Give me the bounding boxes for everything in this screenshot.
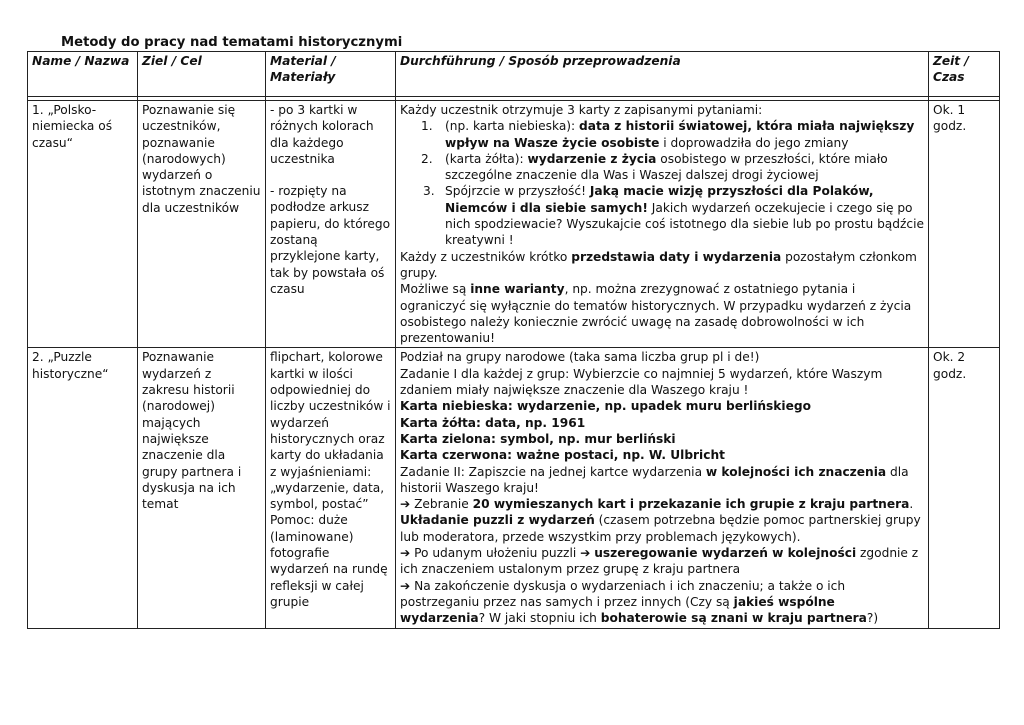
header-time: Zeit / Czas bbox=[929, 52, 1000, 97]
procedure-line: Zadanie I dla każdej z grup: Wybierzcie co najmniej 5 wydarzeń, które Waszym zdaniem miały największe znaczenie dla Waszego kraju ! bbox=[400, 366, 883, 398]
method-time: Ok. 2 godz. bbox=[929, 348, 1000, 628]
list-item bbox=[400, 183, 924, 248]
q2-bold: wydarzenie z życia bbox=[527, 151, 657, 166]
procedure-step bbox=[400, 512, 924, 545]
step2-bold: uszeregowanie wydarzeń w kolejności bbox=[594, 546, 857, 561]
step1b-bold: Układanie puzzli z wydarzeń bbox=[400, 513, 595, 528]
q3-pre: Spójrzcie w przyszłość! bbox=[445, 184, 590, 199]
list-item bbox=[400, 118, 924, 151]
material-item: Pomoc: duże (laminowane) fotografie wydarzeń na rundę refleksji w całej grupie bbox=[270, 513, 388, 609]
p2-post: , np. można zrezygnować z ostatniego pytania i ograniczyć się wyłącznie do tematów historycznych. W przypadku wydarzeń z życia osobistego należy koniecznie zwrócić uwagę na zasadę dobrowolności w ich prezentowaniu! bbox=[400, 282, 912, 346]
procedure-step bbox=[400, 496, 924, 512]
task2-bold: w kolejności ich znaczenia bbox=[705, 464, 887, 479]
header-material: Material / Materiały bbox=[266, 52, 396, 97]
question-list bbox=[400, 118, 924, 248]
q3-bold: Jaką macie wizję przyszłości dla Polaków, Niemców i dla siebie samych! bbox=[445, 184, 874, 215]
list-item bbox=[400, 151, 924, 184]
q2-post: osobistego w przeszłości, które miało szczególne znaczenie dla Was i Waszej dalszej drogi życiowej bbox=[445, 151, 888, 183]
method-material bbox=[266, 101, 396, 348]
card-blue: Karta niebieska: wydarzenie, np. upadek muru berlińskiego bbox=[400, 399, 811, 414]
step3-bold1: jakieś wspólne wydarzenia bbox=[400, 594, 835, 626]
p2-bold: inne warianty bbox=[470, 282, 565, 297]
procedure-intro: Każdy uczestnik otrzymuje 3 karty z zapisanymi pytaniami: bbox=[400, 103, 763, 117]
step2-post: zgodnie z ich znaczeniem ustalonym przez grupę z kraju partnera bbox=[400, 546, 919, 577]
p2-pre: Możliwe są bbox=[400, 282, 471, 297]
p1-post: pozostałym członkom grupy. bbox=[400, 249, 917, 280]
step3-bold2: bohaterowie są znani w kraju partnera bbox=[600, 611, 867, 626]
card-green: Karta zielona: symbol, np. mur berliński bbox=[400, 431, 676, 446]
step2-pre: ➔ Po udanym ułożeniu puzzli ➔ bbox=[400, 546, 595, 561]
method-procedure bbox=[396, 348, 929, 628]
procedure-step bbox=[400, 578, 924, 627]
step1b-post: (czasem potrzebna będzie pomoc partnerskiej grupy lub moderatora, przede wszystkim przy problemach językowych). bbox=[400, 513, 921, 544]
method-name: 1. „Polsko-niemiecka oś czasu“ bbox=[28, 101, 138, 348]
header-method: Durchführung / Sposób przeprowadzenia bbox=[396, 52, 929, 97]
method-goal: Poznawanie wydarzeń z zakresu historii (narodowej) mających największe znaczenie dla grupy partnera i dyskusja na ich temat bbox=[138, 348, 266, 628]
procedure-step bbox=[400, 545, 924, 578]
document-title: Metody do pracy nad tematami historycznymi bbox=[61, 35, 403, 50]
task2-pre: Zadanie II: Zapiszcie na jednej kartce wydarzenia bbox=[400, 464, 706, 479]
procedure-paragraph bbox=[400, 281, 924, 346]
p1-pre: Każdy z uczestników krótko bbox=[400, 249, 572, 264]
procedure-paragraph bbox=[400, 249, 924, 282]
material-item: - po 3 kartki w różnych kolorach dla każdego uczestnika bbox=[270, 103, 374, 166]
list-number: 3. bbox=[423, 184, 435, 199]
method-goal: Poznawanie się uczestników, poznawanie (narodowych) wydarzeń o istotnym znaczeniu dla uczestników bbox=[138, 101, 266, 348]
method-procedure bbox=[396, 101, 929, 348]
q2-pre: (karta żółta): bbox=[445, 151, 528, 166]
methods-table bbox=[27, 51, 1000, 629]
material-item: flipchart, kolorowe kartki w ilości odpowiedniej do liczby uczestników i wydarzeń historycznych oraz karty do układania z wyjaśnieniami: „wydarzenie, data, symbol, postać” bbox=[270, 350, 391, 512]
list-number: 2. bbox=[421, 151, 433, 166]
q1-bold: data z historii światowej, która miała największy wpływ na Wasze życie osobiste bbox=[445, 119, 915, 150]
material-item: - rozpięty na podłodze arkusz papieru, do którego zostaną przyklejone karty, tak by powstała oś czasu bbox=[270, 184, 391, 296]
header-goal: Ziel / Cel bbox=[138, 52, 266, 97]
method-name: 2. „Puzzle historyczne“ bbox=[28, 348, 138, 628]
list-number: 1. bbox=[421, 119, 433, 134]
q1-pre: (np. karta niebieska): bbox=[445, 119, 580, 134]
step1-post: . bbox=[909, 497, 914, 512]
card-yellow: Karta żółta: data, np. 1961 bbox=[400, 415, 586, 430]
header-name: Name / Nazwa bbox=[28, 52, 138, 97]
step1-bold: 20 wymieszanych kart i przekazanie ich grupie z kraju partnera bbox=[472, 497, 910, 512]
table-row bbox=[28, 101, 1000, 348]
method-time: Ok. 1 godz. bbox=[929, 101, 1000, 348]
step3-post: ?) bbox=[866, 611, 879, 626]
table-row bbox=[28, 348, 1000, 628]
table-header-row bbox=[28, 52, 1000, 97]
q1-post: i doprowadziła do jego zmiany bbox=[659, 135, 849, 150]
step3-pre: ➔ Na zakończenie dyskusja o wydarzeniach i ich znaczeniu; a także o ich postrzeganiu przez nas samych i przez innych (Czy są bbox=[400, 578, 846, 609]
p1-bold: przedstawia daty i wydarzenia bbox=[571, 249, 782, 264]
procedure-line bbox=[400, 464, 924, 497]
task2-post: dla historii Waszego kraju! bbox=[400, 464, 909, 495]
step1-pre: ➔ Zebranie bbox=[400, 497, 473, 512]
step3-mid: ? W jaki stopniu ich bbox=[478, 611, 601, 626]
q3-post: Jakich wydarzeń oczekujecie i czego się po nich spodziewacie? Wyszukajcie coś istotnego dla siebie lub po prostu bądźcie kreatywni ! bbox=[445, 200, 924, 248]
method-material bbox=[266, 348, 396, 628]
procedure-line: Podział na grupy narodowe (taka sama liczba grup pl i de!) bbox=[400, 350, 760, 365]
card-red: Karta czerwona: ważne postaci, np. W. Ulbricht bbox=[400, 448, 725, 463]
